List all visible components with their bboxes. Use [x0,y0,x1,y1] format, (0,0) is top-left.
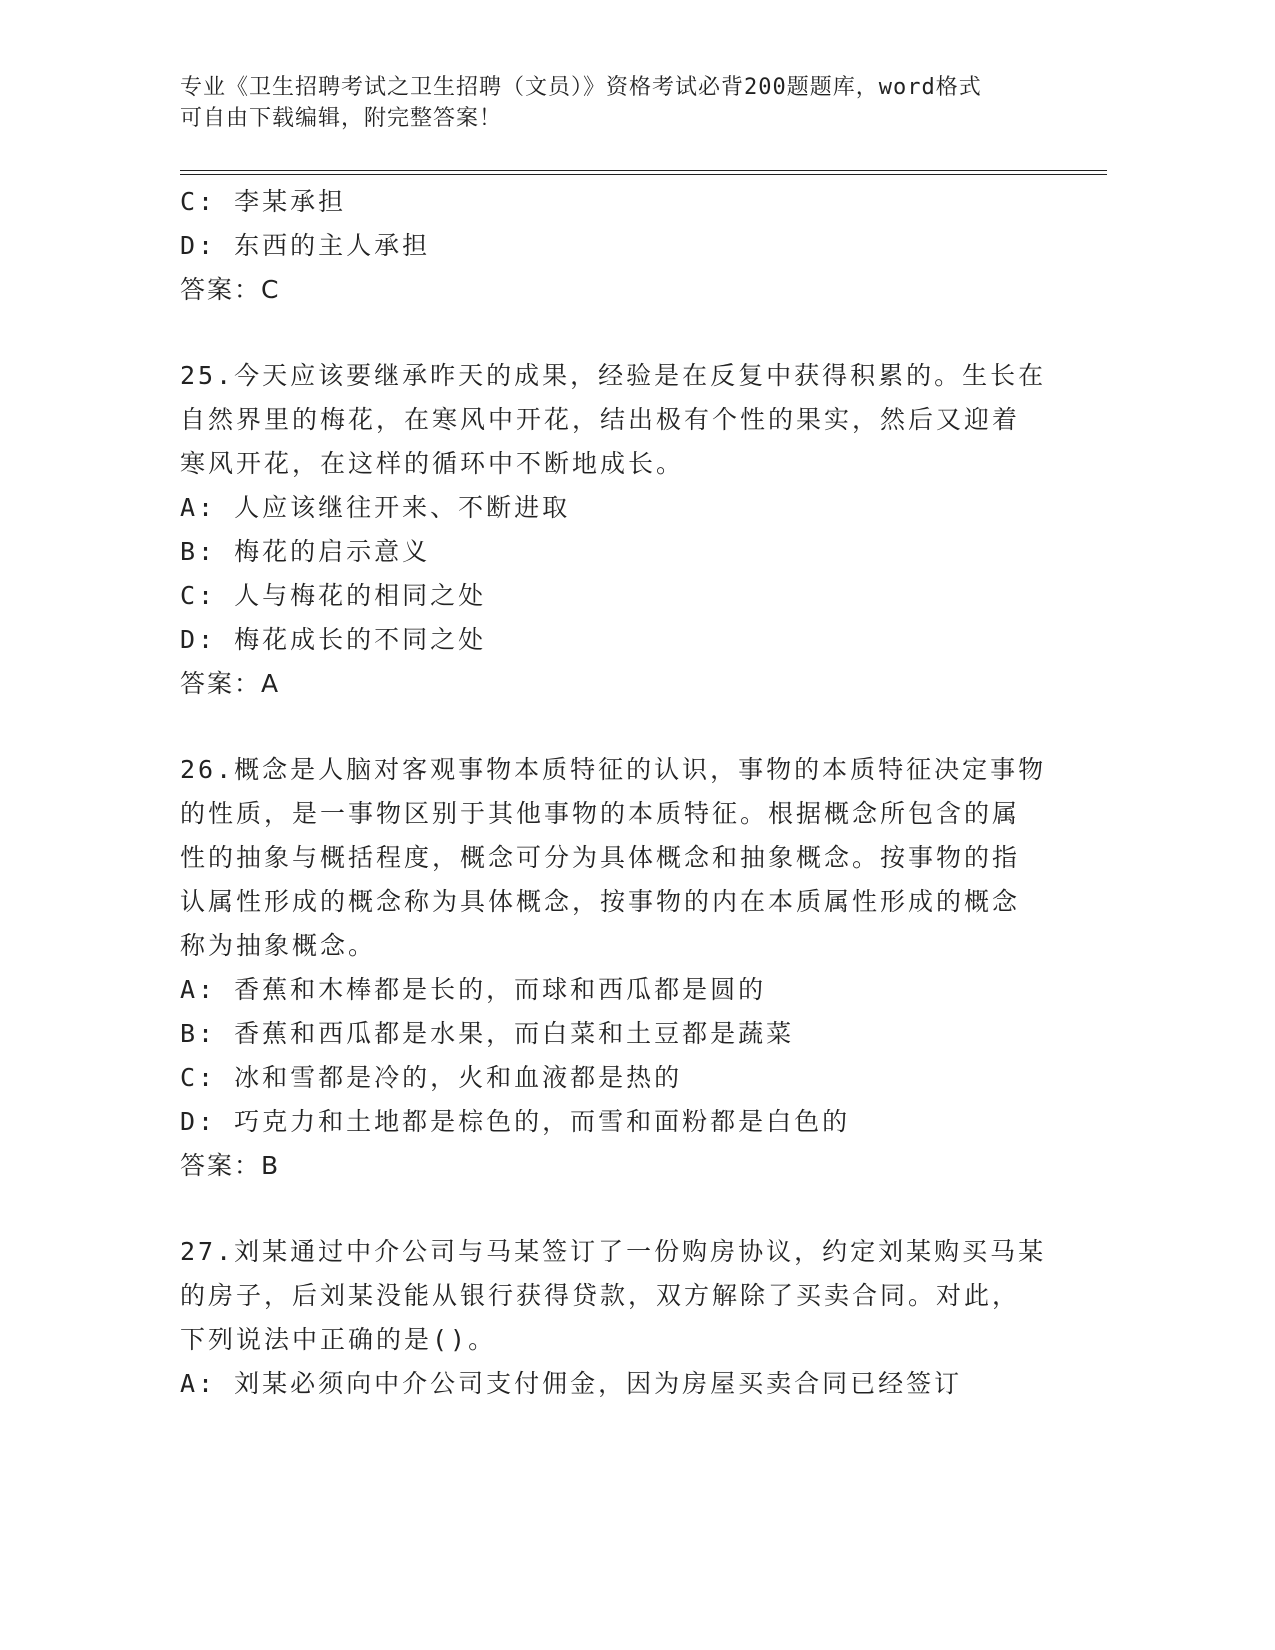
question-content [180,180,1047,1406]
q25-stem-line-3: 寒风开花，在这样的循环中不断地成长。 [180,449,685,478]
q25-stem-line-1: 25.今天应该要继承昨天的成果，经验是在反复中获得积累的。生长在 [180,361,1047,390]
q25-answer: 答案：A [180,669,281,698]
q25-option-c: C: 人与梅花的相同之处 [180,581,487,610]
q26-option-c: C: 冰和雪都是冷的，火和血液都是热的 [180,1063,683,1092]
q25-option-d: D: 梅花成长的不同之处 [180,625,487,654]
q26-option-b: B: 香蕉和西瓜都是水果，而白菜和土豆都是蔬菜 [180,1019,795,1048]
q26-option-a: A: 香蕉和木棒都是长的，而球和西瓜都是圆的 [180,975,767,1004]
q25-option-a: A: 人应该继往开来、不断进取 [180,493,571,522]
spacer [180,1188,1040,1230]
header-rule-top [180,170,1107,171]
q26-stem-line-2: 的性质，是一事物区别于其他事物的本质特征。根据概念所包含的属 [180,799,1021,828]
q27-stem-line-1: 27.刘某通过中介公司与马某签订了一份购房协议，约定刘某购买马某 [180,1237,1047,1266]
q26-stem-line-5: 称为抽象概念。 [180,931,377,960]
q27-stem-line-2: 的房子，后刘某没能从银行获得贷款，双方解除了买卖合同。对此， [180,1281,1021,1310]
q26-stem-line-4: 认属性形成的概念称为具体概念，按事物的内在本质属性形成的概念 [180,887,1021,916]
header-rule-bottom [180,174,1107,175]
q27-option-a: A: 刘某必须向中介公司支付佣金，因为房屋买卖合同已经签订 [180,1369,963,1398]
document-header-line-1: 专业《卫生招聘考试之卫生招聘（文员）》资格考试必背200题题库，word格式 [180,75,982,100]
q25-stem-line-2: 自然界里的梅花，在寒风中开花，结出极有个性的果实，然后又迎着 [180,405,1021,434]
spacer [180,706,1040,748]
prev-option-d: D: 东西的主人承担 [180,231,431,260]
prev-answer: 答案：C [180,275,281,304]
q27-stem-line-3: 下列说法中正确的是()。 [180,1325,497,1354]
q26-answer: 答案：B [180,1151,281,1180]
spacer [180,312,1040,354]
prev-option-c: C: 李某承担 [180,187,347,216]
document-header-line-2: 可自由下载编辑，附完整答案！ [180,106,503,131]
q25-option-b: B: 梅花的启示意义 [180,537,431,566]
q26-stem-line-3: 性的抽象与概括程度，概念可分为具体概念和抽象概念。按事物的指 [180,843,1021,872]
q26-stem-line-1: 26.概念是人脑对客观事物本质特征的认识，事物的本质特征决定事物 [180,755,1047,784]
q26-option-d: D: 巧克力和土地都是棕色的，而雪和面粉都是白色的 [180,1107,851,1136]
